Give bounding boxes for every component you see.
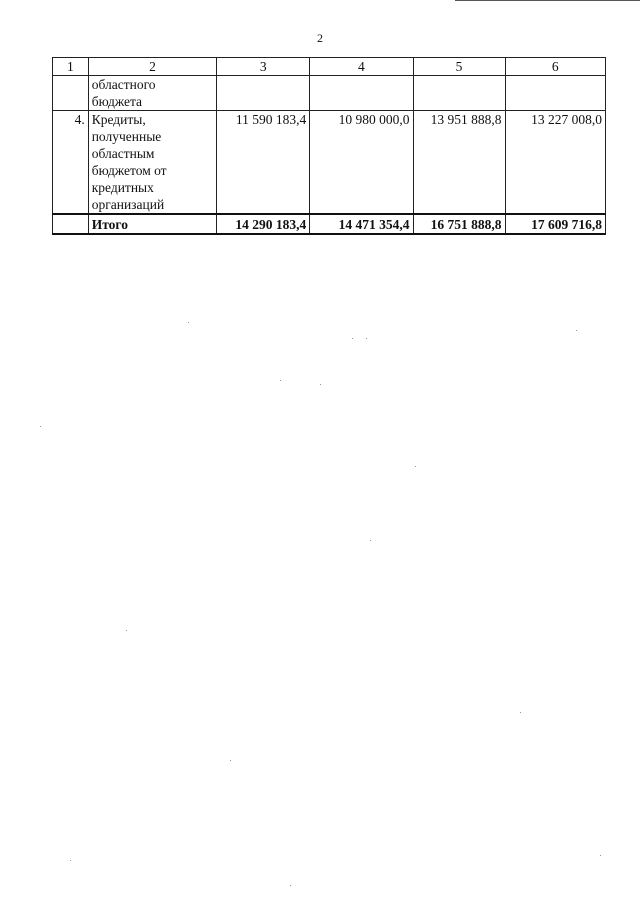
row-name-line: организаций — [91, 197, 165, 212]
scan-speck — [126, 630, 127, 631]
scan-speck — [352, 338, 353, 339]
scan-speck — [280, 380, 281, 381]
row-name-line: областного — [91, 77, 156, 92]
row-name-line: полученные — [91, 129, 162, 144]
scan-speck — [40, 426, 41, 427]
scan-speck — [320, 384, 321, 385]
row-value-col3: 11 590 183,4 — [217, 111, 310, 215]
header-cell-4: 4 — [310, 58, 413, 76]
scan-speck — [70, 860, 71, 861]
row-name — [88, 111, 217, 215]
header-cell-5: 5 — [413, 58, 505, 76]
header-cell-1: 1 — [53, 58, 89, 76]
top-edge-rule — [455, 0, 640, 3]
total-index — [53, 214, 89, 234]
scan-speck — [520, 712, 521, 713]
budget-table — [52, 57, 606, 235]
scan-speck — [370, 540, 371, 541]
row-name — [88, 76, 217, 111]
total-value-col5: 16 751 888,8 — [413, 214, 505, 234]
header-cell-2: 2 — [88, 58, 217, 76]
table-header-row — [53, 58, 606, 76]
row-value-col6: 13 227 008,0 — [505, 111, 605, 215]
row-value-col4: 10 980 000,0 — [310, 111, 413, 215]
scan-speck — [600, 855, 601, 856]
row-value-col3 — [217, 76, 310, 111]
table-row — [53, 76, 606, 111]
row-index: 4. — [53, 111, 89, 215]
scan-speck — [188, 322, 189, 323]
row-name-line: кредитных — [91, 180, 154, 195]
scan-speck — [366, 338, 367, 339]
row-name-line: бюджетом от — [91, 163, 167, 178]
page-number: 2 — [317, 31, 323, 45]
header-cell-3: 3 — [217, 58, 310, 76]
total-row — [53, 214, 606, 234]
scan-speck — [415, 466, 416, 467]
total-value-col6: 17 609 716,8 — [505, 214, 605, 234]
row-name-line: бюджета — [91, 94, 143, 109]
header-cell-6: 6 — [505, 58, 605, 76]
row-value-col6 — [505, 76, 605, 111]
total-value-col3: 14 290 183,4 — [217, 214, 310, 234]
scan-speck — [576, 330, 577, 331]
row-name-line: Кредиты, — [91, 112, 146, 127]
scan-speck — [230, 760, 231, 761]
row-value-col5: 13 951 888,8 — [413, 111, 505, 215]
row-index — [53, 76, 89, 111]
table-row — [53, 111, 606, 215]
row-value-col5 — [413, 76, 505, 111]
scan-speck — [290, 885, 291, 886]
total-value-col4: 14 471 354,4 — [310, 214, 413, 234]
row-value-col4 — [310, 76, 413, 111]
row-name-line: областным — [91, 146, 155, 161]
total-label: Итого — [88, 214, 217, 234]
